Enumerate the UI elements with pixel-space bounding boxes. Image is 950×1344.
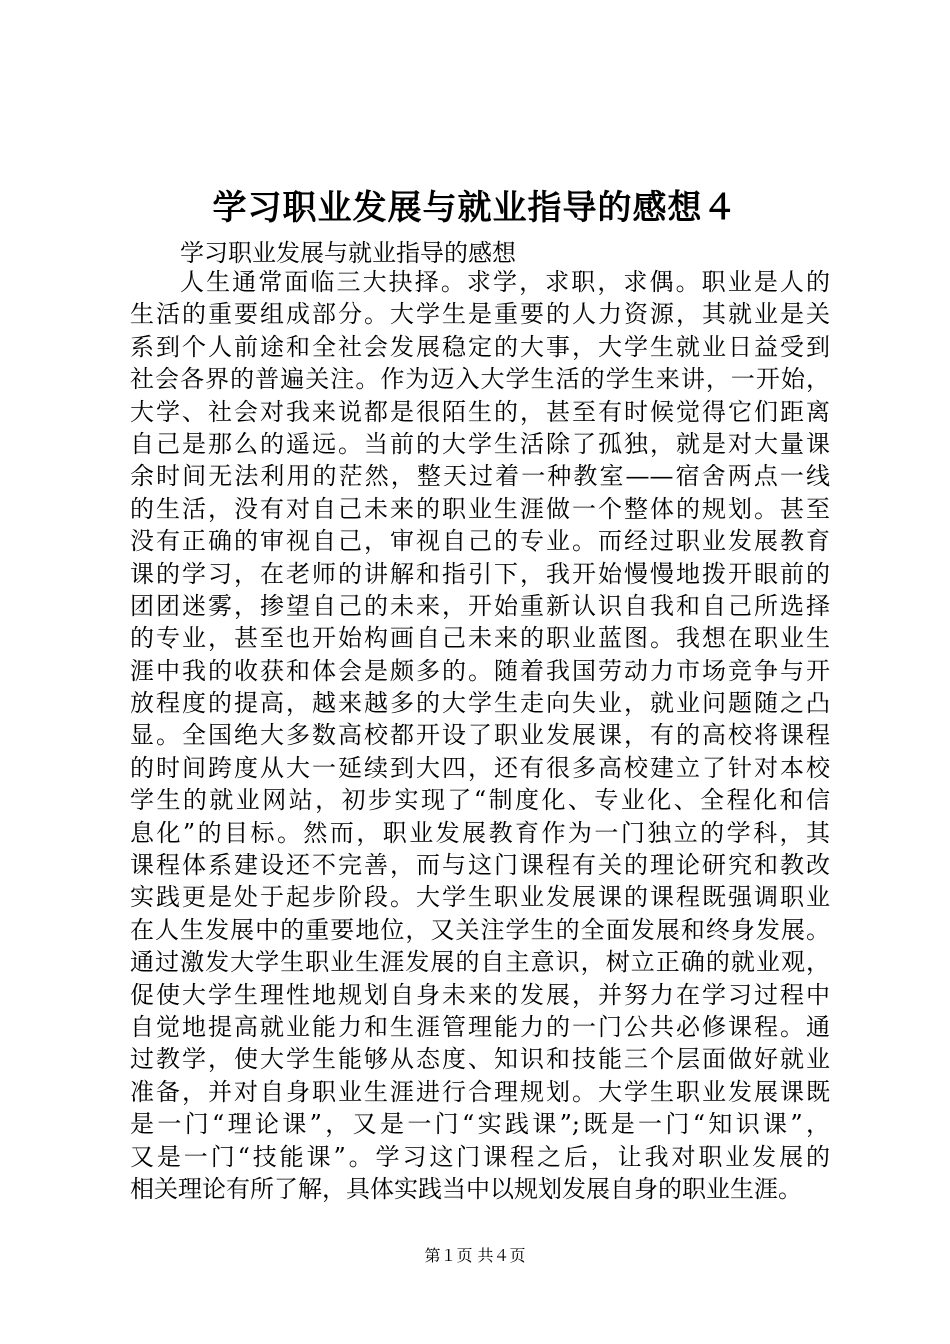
body-line: 人生通常面临三大抉择。求学，求职，求偶。职业是人的 [180,268,830,296]
body-line: 自觉地提高就业能力和生涯管理能力的一门公共必修课程。通 [130,1012,830,1041]
body-line: 通过激发大学生职业生涯发展的自主意识，树立正确的就业观， [130,948,830,977]
body-line: 在人生发展中的重要地位，又关注学生的全面发展和终身发展。 [130,915,830,944]
body-line: 学生的就业网站，初步实现了“制度化、专业化、全程化和信 [130,786,830,815]
body-line: 实践更是处于起步阶段。大学生职业发展课的课程既强调职业 [130,883,830,912]
body-line: 没有正确的审视自己，审视自己的专业。而经过职业发展教育 [130,527,830,556]
body-line: 是一门“理论课”，又是一门“实践课”;既是一门“知识课”， [130,1110,830,1139]
document-title: 学习职业发展与就业指导的感想４ [212,188,738,228]
body-line: 的生活，没有对自己未来的职业生涯做一个整体的规划。甚至 [130,494,830,523]
body-line: 生活的重要组成部分。大学生是重要的人力资源，其就业是关 [130,300,830,329]
body-line: 又是一门“技能课”。学习这门课程之后，让我对职业发展的 [130,1142,830,1171]
body-line: 促使大学生理性地规划自身未来的发展，并努力在学习过程中 [130,980,830,1009]
body-line: 显。全国绝大多数高校都开设了职业发展课，有的高校将课程 [130,721,830,750]
body-line: 系到个人前途和全社会发展稳定的大事，大学生就业日益受到 [130,332,830,361]
body-line: 涯中我的收获和体会是颇多的。随着我国劳动力市场竞争与开 [130,656,830,685]
page-footer: 第１页 共４页 [424,1246,526,1265]
document-subtitle: 学习职业发展与就业指导的感想 [180,239,516,267]
body-line: 放程度的提高，越来越多的大学生走向失业，就业问题随之凸 [130,689,830,718]
body-line: 相关理论有所了解，具体实践当中以规划发展自身的职业生涯。 [130,1174,802,1203]
body-line: 息化”的目标。然而，职业发展教育作为一门独立的学科，其 [130,818,830,847]
body-line: 课的学习，在老师的讲解和指引下，我开始慢慢地拨开眼前的 [130,559,830,588]
body-line: 自己是那么的遥远。当前的大学生活除了孤独，就是对大量课 [130,429,830,458]
body-line: 的时间跨度从大一延续到大四，还有很多高校建立了针对本校 [130,753,830,782]
body-line: 大学、社会对我来说都是很陌生的，甚至有时候觉得它们距离 [130,397,830,426]
body-line: 过教学，使大学生能够从态度、知识和技能三个层面做好就业 [130,1045,830,1074]
body-paragraph [130,266,830,1205]
body-line: 余时间无法利用的茫然，整天过着一种教室——宿舍两点一线 [130,462,830,491]
body-line: 社会各界的普遍关注。作为迈入大学生活的学生来讲，一开始， [130,365,830,394]
body-line: 团团迷雾，掺望自己的未来，开始重新认识自我和自己所选择 [130,591,830,620]
body-line: 准备，并对自身职业生涯进行合理规划。大学生职业发展课既 [130,1077,830,1106]
body-line: 课程体系建设还不完善，而与这门课程有关的理论研究和教改 [130,851,830,880]
body-line: 的专业，甚至也开始构画自己未来的职业蓝图。我想在职业生 [130,624,830,653]
